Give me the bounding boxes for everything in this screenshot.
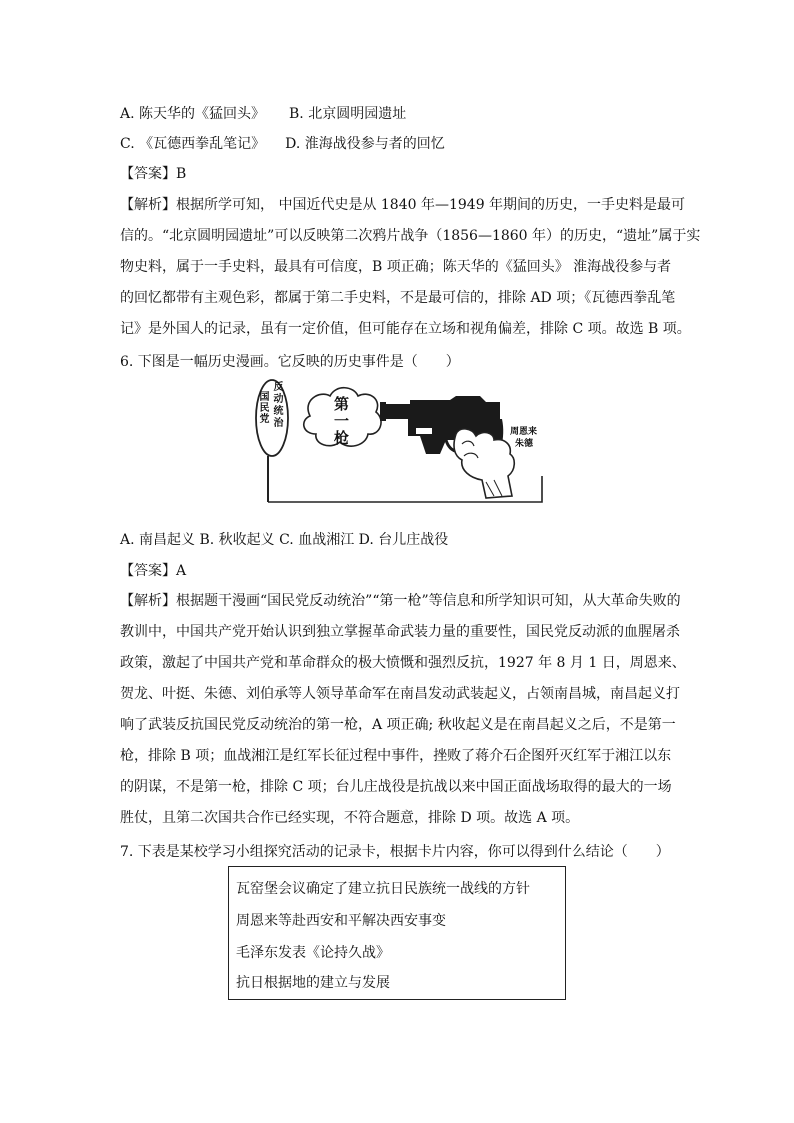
q5-analysis-line: 记》是外国人的记录，虽有一定价值，但可能存在立场和视角偏差，排除 C 项。故选 B 项。 (120, 321, 691, 337)
history-cartoon (250, 378, 550, 506)
q6-answer: 【答案】A (120, 563, 187, 579)
q6-analysis-line: 【解析】根据题干漫画“国民党反动统治”“第一枪”等信息和所学知识可知，从大革命失败的 (120, 593, 681, 609)
q5-option-a: A. 陈天华的《猛回头》 (120, 106, 266, 122)
q5-analysis (120, 190, 701, 345)
q6-analysis-line: 政策，激起了中国共产党和革命群众的极大愤慨和强烈反抗，1927 年 8 月 1 日，周恩来、 (120, 655, 686, 671)
q6-analysis-line: 贺龙、叶挺、朱德、刘伯承等人领导革命军在南昌发动武装起义，占领南昌城，南昌起义打 (120, 686, 680, 702)
record-card-item: 抗日根据地的建立与发展 (236, 975, 390, 991)
q5-analysis-line: 【解析】根据所学可知， 中国近代史是从 1840 年—1949 年期间的历史，一手史料是最可 (120, 197, 686, 213)
record-card-item: 周恩来等赴西安和平解决西安事变 (236, 913, 446, 929)
q6-analysis-line: 的阴谋，不是第一枪，排除 C 项；台儿庄战役是抗战以来中国正面战场取得的最大的一场 (120, 779, 672, 795)
q5-option-d: D. 淮海战役参与者的回忆 (285, 136, 445, 152)
record-card (228, 866, 566, 1000)
q7-question: 7. 下表是某校学习小组探究活动的记录卡，根据卡片内容，你可以得到什么结论（ ） (120, 844, 670, 860)
q5-analysis-line: 物史料，属于一手史料，最具有可信度，B 项正确；陈天华的《猛回头》 淮海战役参与者 (120, 259, 672, 275)
q6-options: A. 南昌起义 B. 秋收起义 C. 血战湘江 D. 台儿庄战役 (120, 532, 449, 548)
hand-shape (454, 429, 514, 498)
q5-analysis-line: 的回忆都带有主观色彩，都属于第二手史料，不是最可信的，排除 AD 项；《瓦德西拳乱笔 (120, 290, 676, 306)
q5-options-row1 (120, 104, 406, 124)
q5-options-row2 (120, 134, 445, 154)
q6-analysis-line: 枪，排除 B 项；血战湘江是红军长征过程中事件，挫败了蒋介石企图歼灭红军于湘江以东 (120, 748, 672, 764)
balloon-text-left: 国民党 (259, 392, 270, 425)
q6-question: 6. 下图是一幅历史漫画。它反映的历史事件是（ ） (120, 354, 460, 370)
q6-analysis-line: 胜仗，且第二次国共合作已经实现，不符合题意，排除 D 项。故选 A 项。 (120, 810, 580, 826)
q5-analysis-line: 信的。“北京圆明园遗址”可以反映第二次鸦片战争（1856—1860 年）的历史，“遗址”属于实 (120, 228, 701, 244)
pistol-barrel (380, 404, 500, 419)
q6-analysis (120, 586, 686, 834)
cloud-text: 第一枪 (333, 395, 349, 447)
balloon-text-right: 反动统治 (273, 382, 284, 429)
record-card-item: 毛泽东发表《论持久战》 (236, 945, 390, 961)
q5-answer: 【答案】B (120, 166, 187, 182)
hand-label-1: 周恩来 (510, 427, 538, 437)
q6-analysis-line: 响了武装反抗国民党反动统治的第一枪，A 项正确; 秋收起义是在南昌起义之后，不是第一 (120, 717, 676, 733)
hand-label-2: 朱德 (515, 439, 534, 449)
record-card-item: 瓦窑堡会议确定了建立抗日民族统一战线的方针 (236, 881, 530, 897)
q5-option-c: C. 《瓦德西拳乱笔记》 (120, 136, 266, 152)
q6-analysis-line: 教训中，中国共产党开始认识到独立掌握革命武装力量的重要性，国民党反动派的血腥屠杀 (120, 624, 680, 640)
q5-option-b: B. 北京圆明园遗址 (289, 106, 407, 122)
